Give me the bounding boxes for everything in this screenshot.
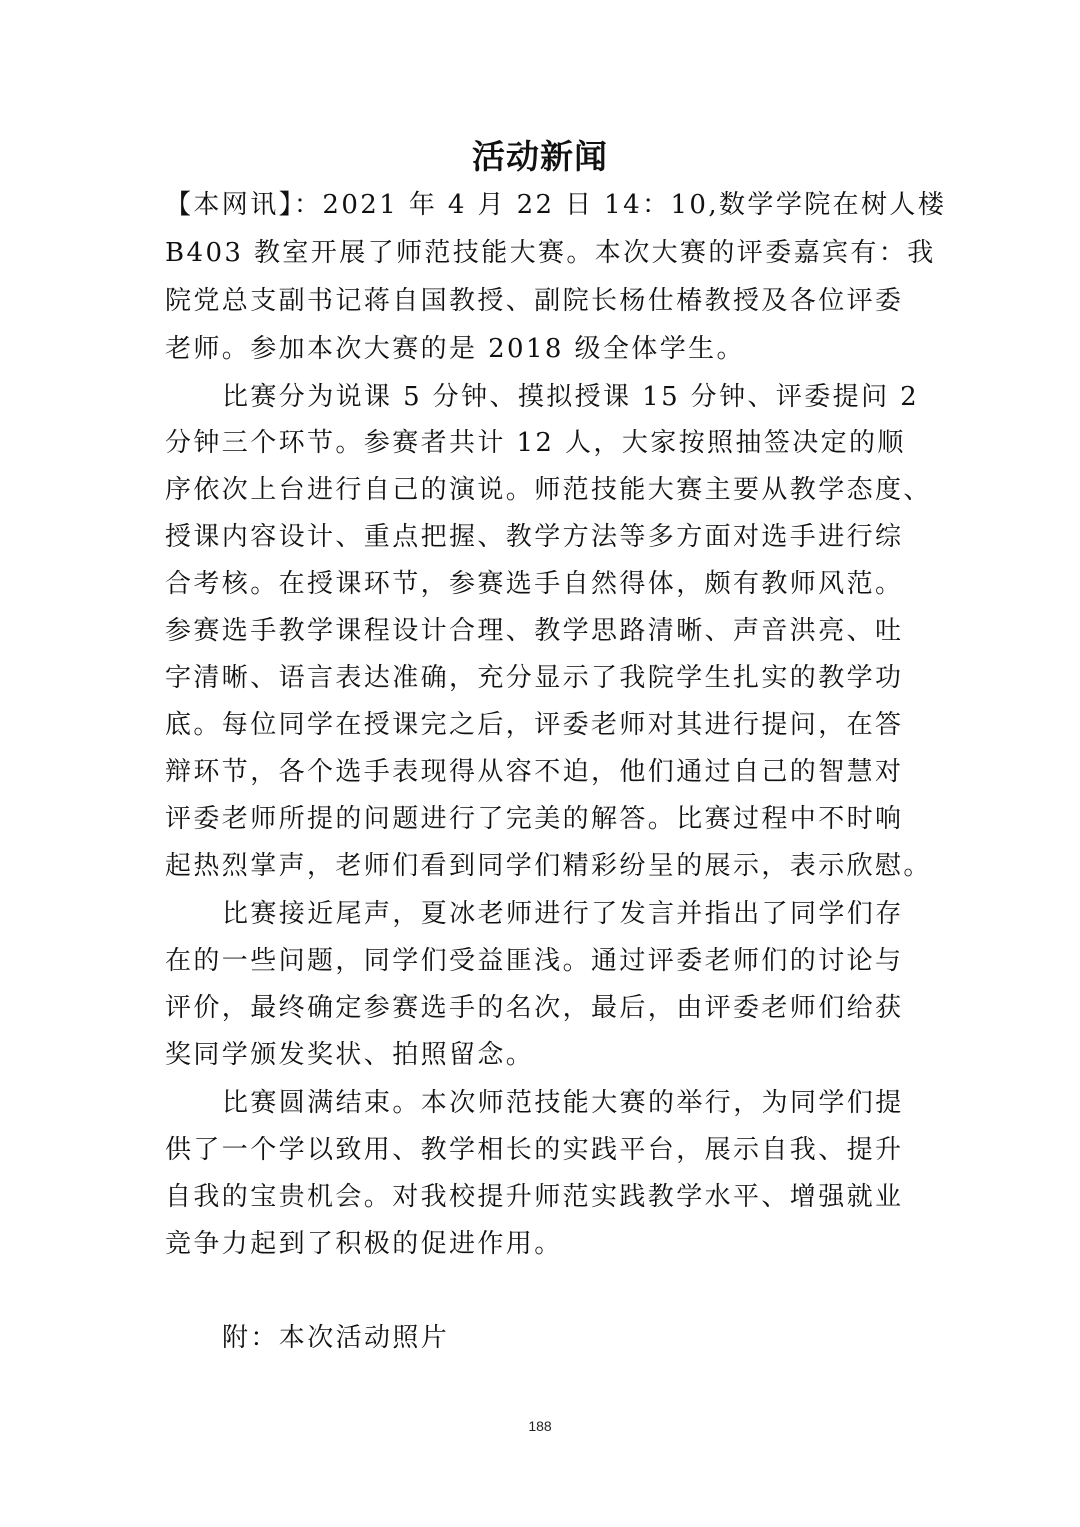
body-line: 分钟三个环节。参赛者共计 12 人，大家按照抽签决定的顺 [165,428,906,458]
body-line: 自我的宝贵机会。对我校提升师范实践教学水平、增强就业 [165,1182,904,1212]
body-line: 序依次上台进行自己的演说。师范技能大赛主要从教学态度、 [165,475,932,505]
body-line: 比赛接近尾声，夏冰老师进行了发言并指出了同学们存 [222,899,904,929]
body-line: 竞争力起到了积极的促进作用。 [165,1229,563,1259]
body-line: 老师。参加本次大赛的是 2018 级全体学生。 [165,334,745,364]
body-line: 底。每位同学在授课完之后，评委老师对其进行提问，在答 [165,710,904,740]
body-line: 字清晰、语言表达准确，充分显示了我院学生扎实的教学功 [165,663,904,693]
body-line: 参赛选手教学课程设计合理、教学思路清晰、声音洪亮、吐 [165,616,904,646]
attachment-note: 附：本次活动照片 [222,1323,450,1353]
body-line: 评价，最终确定参赛选手的名次，最后，由评委老师们给获 [165,993,904,1023]
body-line: 奖同学颁发奖状、拍照留念。 [165,1040,535,1070]
body-line: 合考核。在授课环节，参赛选手自然得体，颇有教师风范。 [165,569,904,599]
page-number: 188 [528,1418,552,1434]
body-line: 院党总支副书记蒋自国教授、副院长杨仕椿教授及各位评委 [165,286,904,316]
body-line: 辩环节，各个选手表现得从容不迫，他们通过自己的智慧对 [165,757,904,787]
body-line: 比赛圆满结束。本次师范技能大赛的举行，为同学们提 [222,1088,904,1118]
body-line: 评委老师所提的问题进行了完美的解答。比赛过程中不时响 [165,804,904,834]
body-line: 在的一些问题，同学们受益匪浅。通过评委老师们的讨论与 [165,946,904,976]
body-line: 【本网讯】：2021 年 4 月 22 日 14：10,数学学院在树人楼 [165,190,947,220]
body-line: B403 教室开展了师范技能大赛。本次大赛的评委嘉宾有：我 [165,238,936,268]
body-line: 供了一个学以致用、教学相长的实践平台，展示自我、提升 [165,1135,904,1165]
body-line: 授课内容设计、重点把握、教学方法等多方面对选手进行综 [165,522,904,552]
page-title: 活动新闻 [472,137,608,176]
body-line: 起热烈掌声，老师们看到同学们精彩纷呈的展示，表示欣慰。 [165,851,932,881]
body-line: 比赛分为说课 5 分钟、摸拟授课 15 分钟、评委提问 2 [222,382,920,412]
